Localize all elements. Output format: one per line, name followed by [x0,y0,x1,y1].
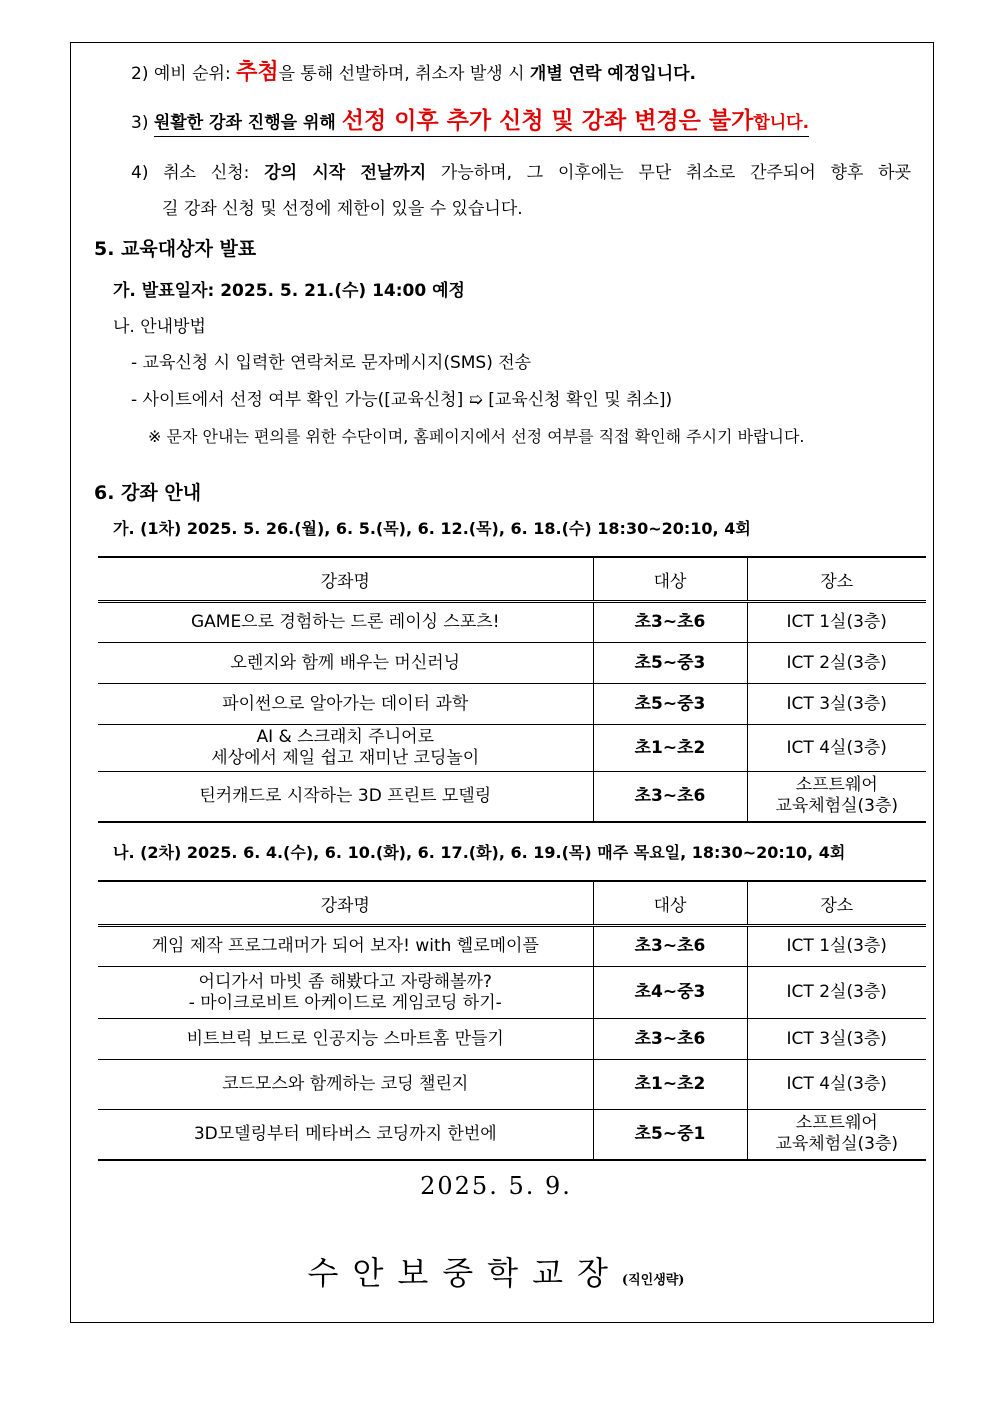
session-2-table [98,880,926,1161]
course-name [98,1110,593,1160]
course-name [98,1060,593,1110]
course-place: ICT 3실(3층) [747,684,926,725]
course-name [98,684,593,725]
course-name-line-1: GAME으로 경험하는 드론 레이싱 스포츠! [190,612,500,632]
table-row [98,643,926,684]
table-row [98,1060,926,1110]
course-place-line-2: 교육체험실(3층) [775,796,899,817]
notification-method-label: 나. 안내방법 [113,317,206,337]
course-target: 초4~중3 [593,967,747,1019]
course-name [98,772,593,822]
announcement-date: 가. 발표일자: 2025. 5. 21.(수) 14:00 예정 [113,281,465,301]
course-target: 초5~중3 [593,684,747,725]
course-target: 초1~초2 [593,725,747,772]
course-name [98,926,593,967]
note-4-bold: 강의 시작 전날까지 [264,163,427,183]
course-target: 초5~중3 [593,643,747,684]
course-name-line-2: - 마이크로비트 아케이드로 게임코딩 하기- [188,992,502,1013]
course-place: ICT 2실(3층) [747,643,926,684]
course-place: ICT 2실(3층) [747,967,926,1019]
issue-date: 2025. 5. 9. [420,1172,572,1200]
note-3-underlined [153,108,810,137]
notification-note: ※ 문자 안내는 편의를 위한 수단이며, 홈페이지에서 선정 여부를 직접 확인해 주시기 바랍니다. [148,427,805,446]
section-6-title: 6. 강좌 안내 [94,482,202,504]
header-target: 대상 [593,557,747,602]
note-3 [131,110,809,134]
course-target: 초3~초6 [593,1019,747,1060]
session-2-schedule: 나. (2차) 2025. 6. 4.(수), 6. 10.(화), 6. 17.(화), 6. 19.(목) 매주 목요일, 18:30~20:10, 4회 [113,843,846,862]
course-name [98,643,593,684]
note-2-middle: 을 통해 선발하며, 취소자 발생 시 [278,64,530,84]
course-place [747,772,926,822]
course-name-line-1: 어디가서 마빗 좀 해봤다고 자랑해볼까? [198,971,492,992]
session-1-schedule: 가. (1차) 2025. 5. 26.(월), 6. 5.(목), 6. 12.(목), 6. 18.(수) 18:30~20:10, 4회 [113,519,751,538]
table-row [98,1110,926,1160]
note-3-lead: 원활한 강좌 진행을 위해 [153,113,342,133]
header-target: 대상 [593,881,747,926]
note-4-line-2: 길 강좌 신청 및 선정에 제한이 있을 수 있습니다. [162,199,523,219]
section-5-title: 5. 교육대상자 발표 [94,238,257,260]
note-4-rest: 가능하며, 그 이후에는 무단 취소로 간주되어 향후 하굣 [426,163,912,183]
table-header-row [98,881,926,926]
course-name-line-1: 코드모스와 함께하는 코딩 챌린지 [222,1074,469,1094]
course-name-line-1: 오렌지와 함께 배우는 머신러닝 [230,652,461,673]
table-row [98,967,926,1019]
session-1-table [98,556,926,823]
course-target: 초3~초6 [593,602,747,643]
note-2-highlight: 추첨 [236,60,279,85]
course-target: 초5~중1 [593,1110,747,1160]
seal-note: (직인생략) [621,1273,685,1288]
course-name [98,602,593,643]
course-name [98,725,593,772]
note-3-tail: 합니다. [753,113,810,133]
course-target: 초3~초6 [593,926,747,967]
note-2-prefix: 2) 예비 순위: [131,64,237,84]
header-place: 장소 [747,557,926,602]
notification-method-sms: - 교육신청 시 입력한 연락처로 문자메시지(SMS) 전송 [131,353,532,373]
note-2 [131,62,696,85]
table-header-row [98,557,926,602]
note-3-prefix: 3) [131,113,154,133]
course-name-line-1: AI & 스크래치 주니어로 [256,727,434,747]
table-row [98,602,926,643]
header-course-name: 강좌명 [98,881,593,926]
table-row [98,926,926,967]
course-target: 초1~초2 [593,1060,747,1110]
course-place-line-1: 소프트웨어 [795,775,878,796]
course-place-line-2: 교육체험실(3층) [775,1134,899,1155]
course-place: ICT 1실(3층) [747,602,926,643]
table-row [98,725,926,772]
signer-name: 수안보중학교장 [307,1254,622,1292]
course-place: ICT 1실(3층) [747,926,926,967]
note-3-highlight: 선정 이후 추가 신청 및 강좌 변경은 불가 [341,108,754,134]
header-course-name: 강좌명 [98,557,593,602]
signature-block [0,1248,992,1294]
course-name-line-1: 틴커캐드로 시작하는 3D 프린트 모델링 [199,785,492,806]
course-place [747,1110,926,1160]
table-row [98,684,926,725]
table-row [98,772,926,822]
course-place: ICT 4실(3층) [747,1060,926,1110]
course-place: ICT 4실(3층) [747,725,926,772]
course-name-line-1: 게임 제작 프로그래머가 되어 보자! with 헬로메이플 [151,936,539,956]
course-name-line-1: 비트브릭 보드로 인공지능 스마트홈 만들기 [186,1028,504,1049]
note-4-prefix: 4) 취소 신청: [131,163,265,183]
course-name [98,967,593,1019]
course-name-line-1: 파이썬으로 알아가는 데이터 과학 [222,693,469,714]
course-place-line-1: 소프트웨어 [795,1113,878,1134]
course-place: ICT 3실(3층) [747,1019,926,1060]
course-name-line-2: 세상에서 제일 쉽고 재미난 코딩놀이 [211,748,480,768]
note-4-line-1 [131,162,911,184]
course-target: 초3~초6 [593,772,747,822]
course-name-line-1: 3D모델링부터 메타버스 코딩까지 한번에 [193,1123,497,1144]
course-name [98,1019,593,1060]
notification-method-site: - 사이트에서 선정 여부 확인 가능([교육신청] ➯ [교육신청 확인 및 취소]) [131,390,673,410]
header-place: 장소 [747,881,926,926]
note-2-bold: 개별 연락 예정입니다. [529,64,696,84]
table-row [98,1019,926,1060]
